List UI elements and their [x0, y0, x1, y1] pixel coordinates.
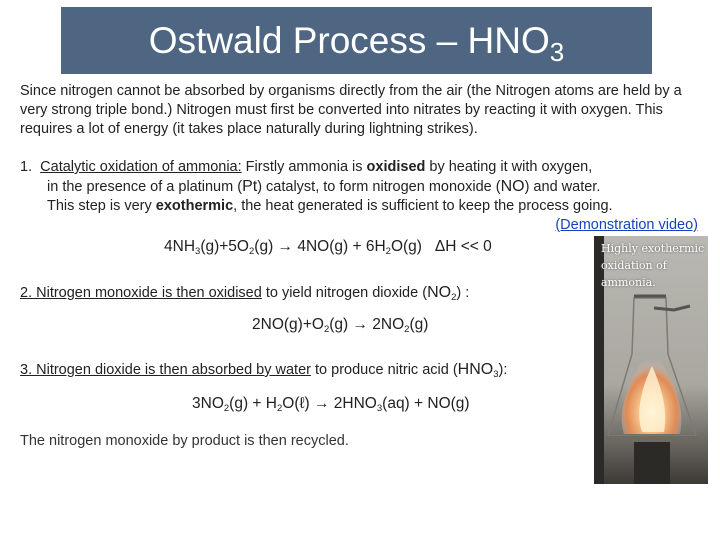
- step-1-bold-oxidised: oxidised: [366, 159, 426, 175]
- eq2-part-a: 2NO(g)+O: [252, 316, 324, 333]
- step-2-text-b: ) :: [456, 285, 470, 301]
- eq3-part-c: O(ℓ) → 2HNO: [282, 395, 377, 412]
- eq2-sub-b: 2: [404, 324, 410, 335]
- step-1-text-b: by heating it with oxygen,: [425, 159, 593, 175]
- step-3-text-a: to produce nitric acid (: [310, 362, 458, 378]
- step-1-bold-exothermic: exothermic: [155, 198, 234, 214]
- step-2-text-a: to yield nitrogen dioxide (: [261, 285, 428, 301]
- step-1-text-c: in the presence of a platinum (: [47, 179, 243, 195]
- step-1-line-3: [20, 197, 696, 216]
- nitrogen-dioxide-symbol: NO: [427, 284, 452, 301]
- photo-caption: Highly exothermic oxidation of ammonia.: [601, 242, 705, 289]
- eq1-part-b: (g)+5O: [200, 238, 249, 255]
- eq3-sub-c: 3: [376, 403, 383, 414]
- step-1-line-2: [20, 177, 696, 197]
- step-2-heading: 2. Nitrogen monoxide is then oxidised: [20, 285, 262, 301]
- equation-1: [164, 238, 492, 257]
- equation-2: [252, 316, 428, 335]
- step-2-subscript: 2: [451, 292, 457, 303]
- eq2-sub-a: 2: [323, 324, 330, 335]
- step-1: [20, 158, 696, 235]
- eq1-part-a: 4NH: [164, 238, 196, 255]
- step-1-number: 1.: [20, 159, 33, 175]
- step-1-text-g: , the heat generated is sufficient to keep the process going.: [233, 198, 613, 214]
- eq2-part-b: (g) → 2NO: [329, 316, 405, 333]
- eq2-part-c: (g): [409, 316, 429, 333]
- eq3-part-b: (g) + H: [229, 395, 277, 412]
- eq3-sub-a: 2: [223, 403, 230, 414]
- demonstration-video-link[interactable]: (Demonstration video): [555, 217, 698, 233]
- eq1-part-d: O(g): [390, 238, 422, 255]
- equation-3: [192, 395, 470, 414]
- eq1-sub-b: 2: [249, 246, 255, 257]
- platinum-symbol: Pt: [242, 178, 258, 195]
- enthalpy-change: ΔH << 0: [434, 238, 492, 255]
- step-2: [20, 284, 469, 303]
- step-1-text-e: ) and water.: [524, 179, 601, 195]
- title-text: Ostwald Process – HNO: [148, 20, 550, 61]
- eq1-sub-a: 3: [195, 246, 201, 257]
- step-1-line-1: [20, 158, 696, 177]
- step-3-text-b: ):: [498, 362, 508, 378]
- slide-title: [61, 7, 652, 74]
- eq3-part-a: 3NO: [192, 395, 224, 412]
- nitrogen-monoxide-symbol: NO: [500, 178, 525, 195]
- nitric-acid-symbol: HNO: [457, 361, 494, 378]
- step-3-subscript: 3: [493, 369, 499, 380]
- eq3-sub-b: 2: [276, 403, 283, 414]
- eq1-sub-c: 2: [385, 246, 391, 257]
- outro-text: The nitrogen monoxide by product is then recycled.: [20, 433, 349, 449]
- demo-link-row: [20, 216, 698, 235]
- step-1-text-d: ) catalyst, to form nitrogen monoxide (: [257, 179, 501, 195]
- title-subscript: 3: [549, 37, 565, 67]
- eq1-part-c: (g) → 4NO(g) + 6H: [254, 238, 386, 255]
- step-1-text-a: Firstly ammonia is: [241, 159, 367, 175]
- eq3-part-d: (aq) + NO(g): [382, 395, 470, 412]
- step-1-text-f: This step is very: [47, 198, 156, 214]
- step-1-heading: Catalytic oxidation of ammonia:: [40, 159, 242, 175]
- step-3-heading: 3. Nitrogen dioxide is then absorbed by water: [20, 362, 311, 378]
- step-3: [20, 361, 507, 380]
- intro-paragraph: Since nitrogen cannot be absorbed by organisms directly from the air (the Nitrogen atoms are held by a very strong triple bond.) Nitrogen must first be converted into nitrates by reacting it with oxygen. This requires a lot of energy (it takes place naturally during lightning strikes).: [20, 83, 682, 137]
